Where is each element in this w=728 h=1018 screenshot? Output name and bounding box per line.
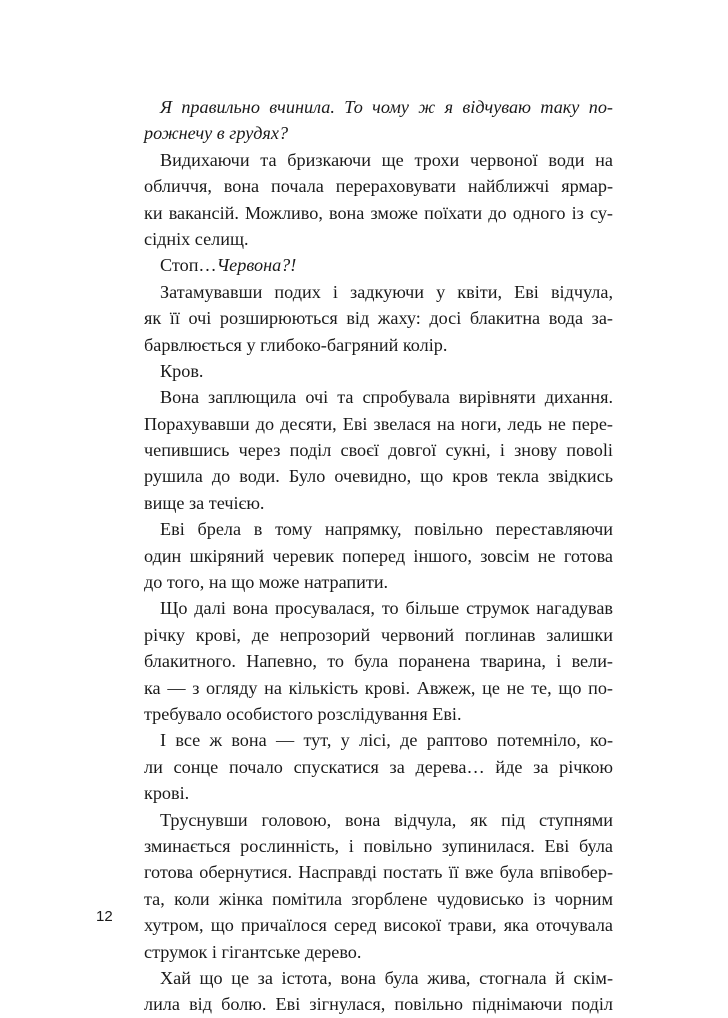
text-line: Я правильно вчинила. То чому ж я відчуваю таку по- (160, 97, 613, 117)
text-line: хутром, що причаїлося серед високої трави, яка оточувала (144, 915, 613, 936)
text-line: Затамувавши подих і задкуючи у квіти, Еві відчула, (160, 281, 613, 302)
page-number: 12 (96, 908, 113, 925)
text-line: річку крові, де непрозорий червоний поглинав залишки (144, 624, 613, 645)
text-line: та, коли жінка помітила згорблене чудовисько із чорним (144, 888, 613, 909)
text-line: крові. (144, 783, 190, 804)
text-line: лила від болю. Еві зігнулася, повільно піднімаючи поділ (144, 994, 613, 1015)
text-line: требувало особистого розслідування Еві. (144, 703, 462, 724)
paragraph (144, 384, 613, 516)
text-line: ли сонце почало спускатися за дерева… йде за річкою (144, 756, 613, 777)
text-line: струмок і гігантське дерево. (144, 941, 362, 962)
paragraph (144, 252, 613, 278)
text-line: чепившись через поділ своєї довгої сукні, і знову повolі (144, 440, 613, 461)
paragraph (144, 516, 613, 595)
paragraph (144, 807, 613, 965)
text-line: до того, на що може натрапити. (144, 572, 389, 593)
text-line: рушила до води. Було очевидно, що кров текла звідкись (144, 466, 613, 487)
paragraph (144, 965, 613, 1018)
text-line: ки вакансій. Можливо, вона зможе поїхати до одного із су- (144, 202, 613, 223)
text-line: Хай що це за істота, вона була жива, стогнала й скім- (160, 967, 613, 988)
text-line: блакитного. Напевно, то була поранена тварина, і вели- (144, 651, 613, 672)
text-line: один шкіряний черевик поперед іншого, зовсім не готова (144, 545, 613, 566)
text-line: Кров. (160, 360, 204, 381)
text-line: сідніх селищ. (144, 228, 249, 249)
text-line: рожнечу в грудях? (144, 123, 289, 144)
text-line: готова обернутися. Насправді постать її вже була впівобер- (144, 862, 613, 883)
text-line: І все ж вона — тут, у лісі, де раптово потемніло, ко- (160, 730, 613, 751)
paragraph (144, 279, 613, 358)
paragraph-thought (144, 94, 613, 147)
text-run-italic: Червона?! (216, 255, 297, 276)
text-line: Видихаючи та бризкаючи ще трохи червоної води на (160, 149, 613, 170)
paragraph (144, 727, 613, 806)
paragraph (144, 358, 613, 384)
text-line: Вона заплющила очі та спробувала вирівняти дихання. (160, 387, 613, 408)
text-line: Що далі вона просувалася, то більше струмок нагадував (160, 598, 613, 619)
text-line: ка — з огляду на кількість крові. Авжеж, це не те, що по- (144, 677, 613, 698)
text-line: барвлюється у глибоко-багряний колір. (144, 334, 448, 355)
text-line: Порахувавши до десяти, Еві звелася на ноги, ледь не пере- (144, 413, 613, 434)
paragraph (144, 147, 613, 253)
text-line: як її очі розширюються від жаху: досі блакитна вода за- (144, 308, 613, 329)
text-run: Стоп… (160, 255, 217, 276)
text-line (144, 252, 613, 278)
paragraph (144, 595, 613, 727)
text-line: Труснувши головою, вона відчула, як під ступнями (160, 809, 613, 830)
text-line: обличчя, вона почала перераховувати найближчі ярмар- (144, 176, 613, 197)
text-line: зминається рослинність, і повільно зупинилася. Еві була (144, 835, 613, 856)
body-text (144, 94, 613, 1018)
text-line: Еві брела в тому напрямку, повільно переставляючи (160, 519, 613, 540)
text-line: вище за течією. (144, 492, 265, 513)
